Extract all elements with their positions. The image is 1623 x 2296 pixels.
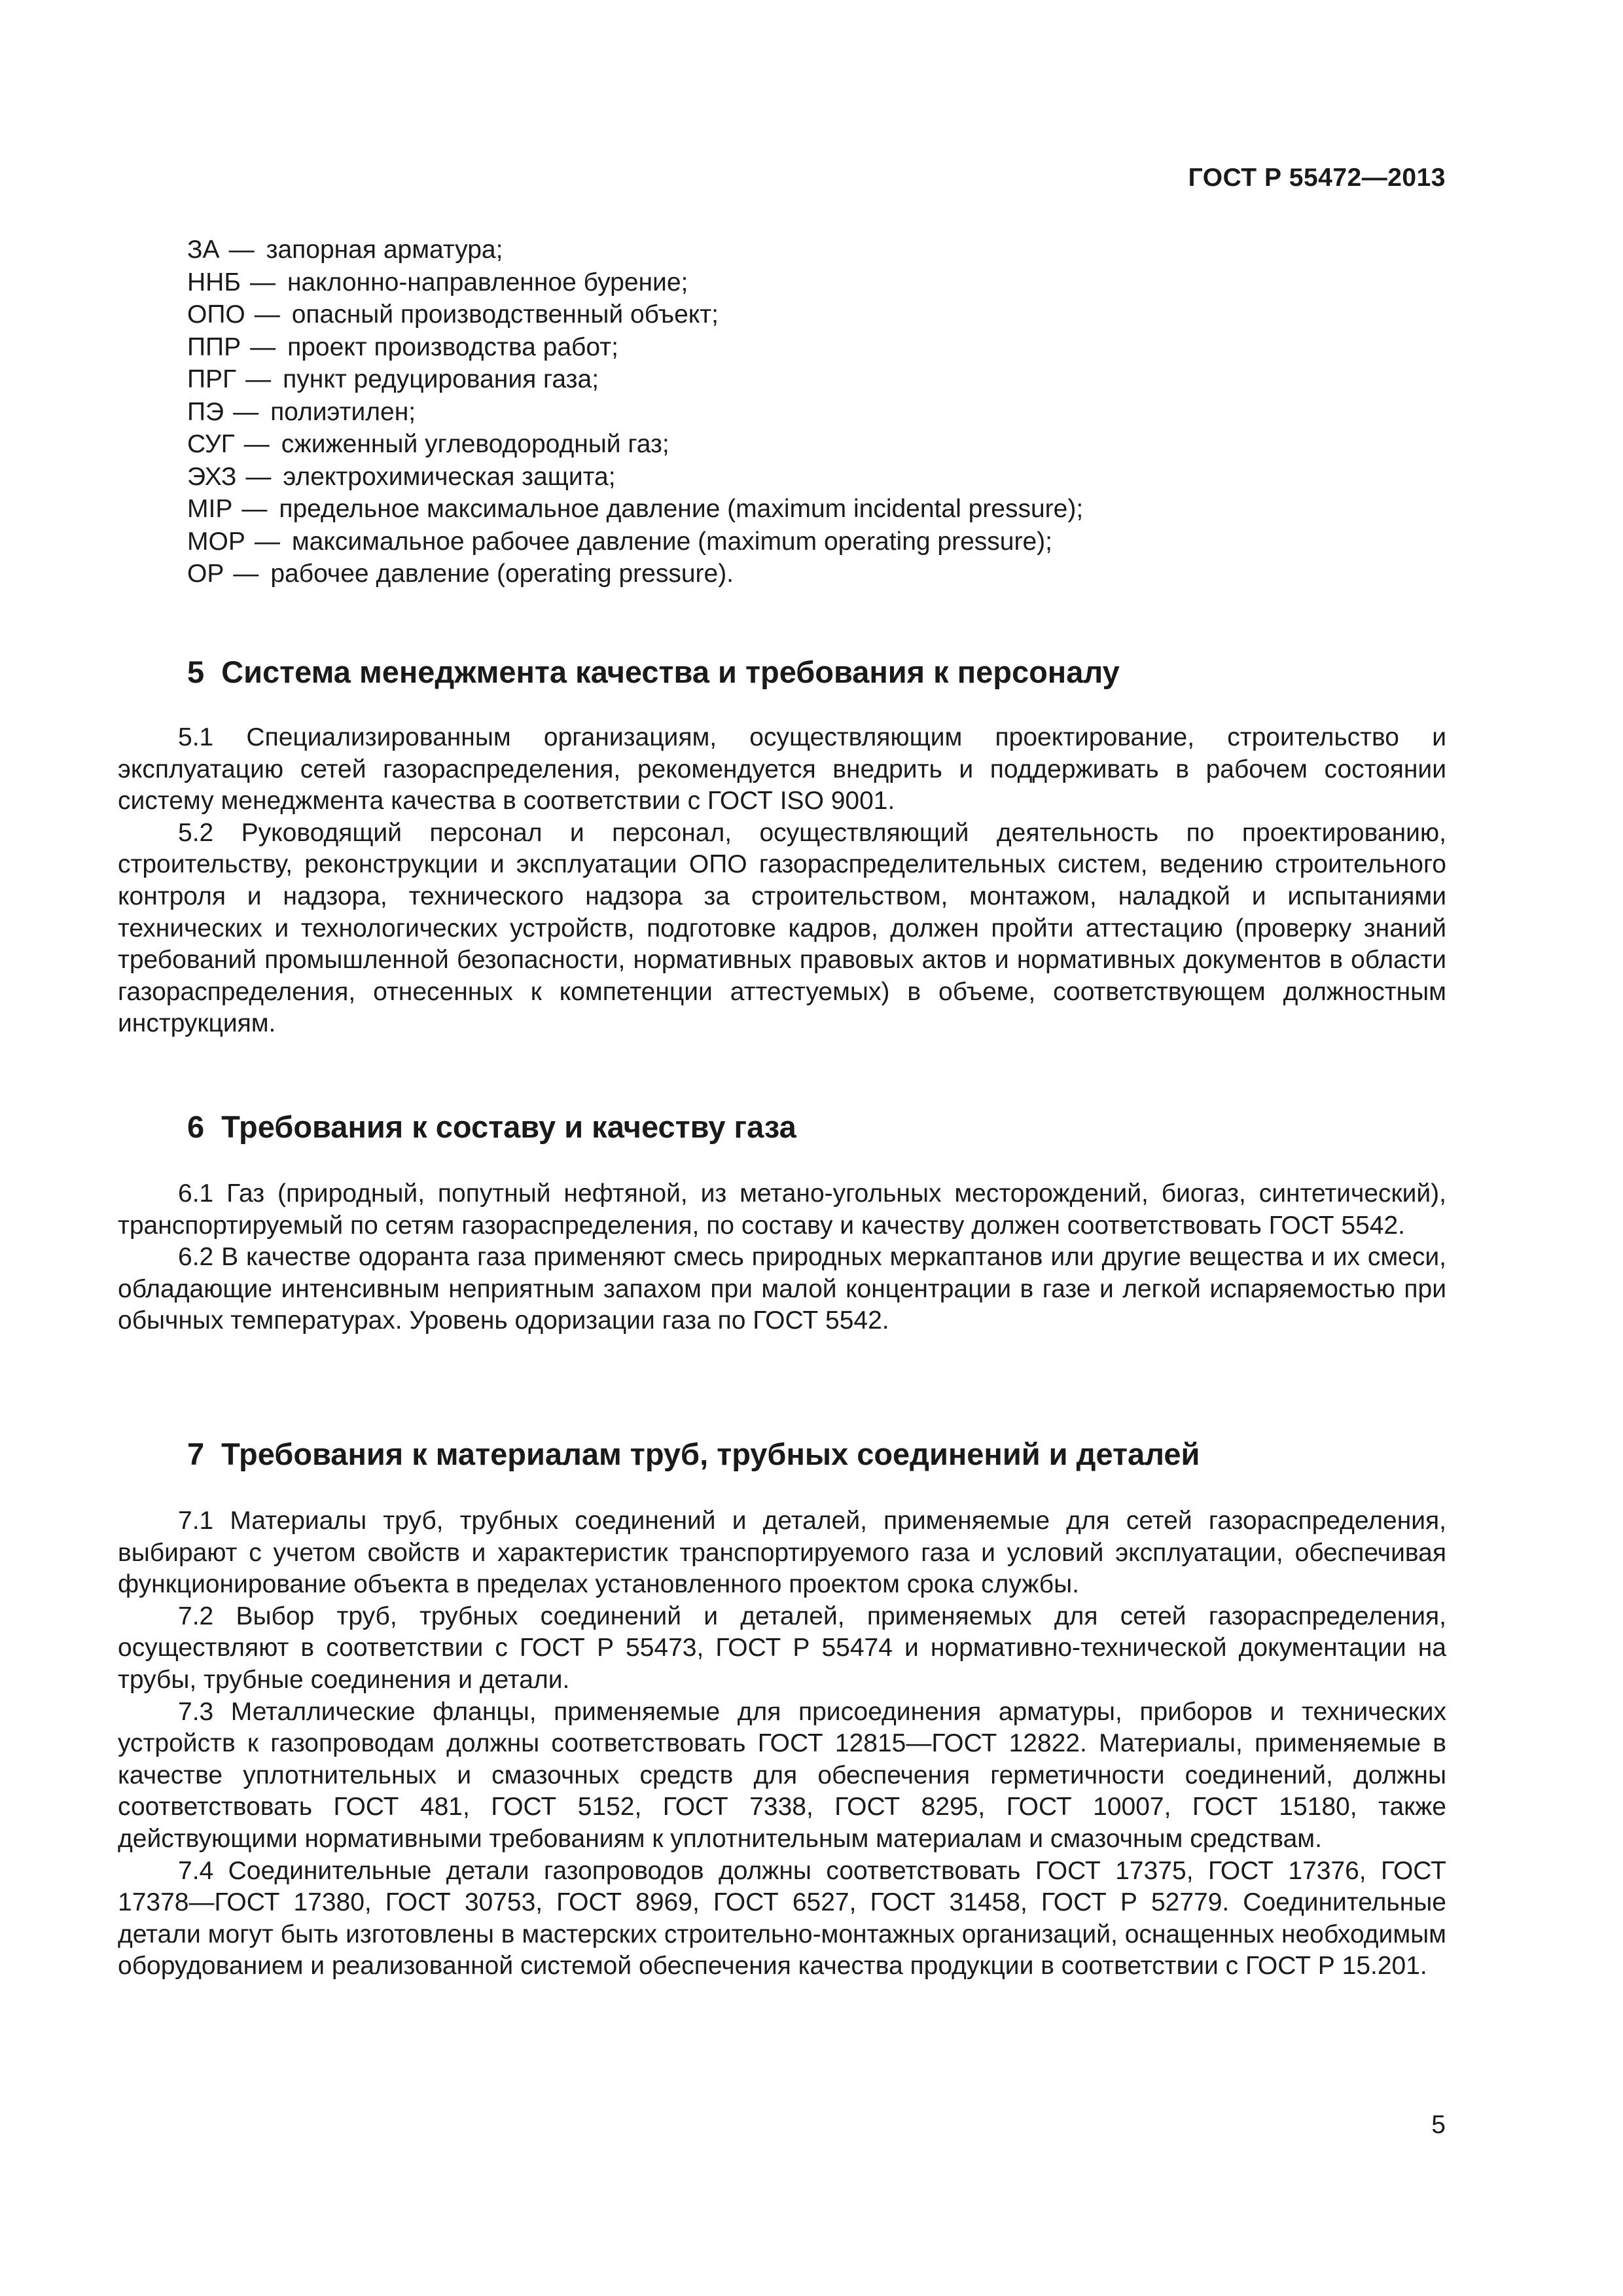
abbreviation-definition: предельное максимальное давление (maximum incidental pressure); [279, 495, 1084, 523]
paragraph: 6.1 Газ (природный, попутный нефтяной, из метано-угольных месторождений, биогаз, синтетический), транспортируемый по сетям газораспределения, по составу и качеству должен соответствовать ГОСТ 5542. [118, 1179, 1446, 1240]
abbreviation-definition: сжиженный углеводородный газ; [281, 430, 669, 458]
abbreviation-definition: проект производства работ; [287, 332, 618, 361]
abbreviation-term: MIP [187, 495, 233, 523]
abbreviation-item: OP — рабочее давление (operating pressure). [187, 558, 1431, 590]
section-title: Система менеджмента качества и требования к персоналу [221, 655, 1120, 689]
paragraph: 7.4 Соединительные детали газопроводов должны соответствовать ГОСТ 17375, ГОСТ 17376, ГОСТ 17378—ГОСТ 17380, ГОСТ 30753, ГОСТ 8969, ГОСТ 6527, ГОСТ 31458, ГОСТ Р 52779. Соединительные детали могут быть изготовлены в мастерских строительно-монтажных организаций, оснащенных необходимым оборудованием и реализованной системой обеспечения качества продукции в соответствии с ГОСТ Р 15.201. [118, 1856, 1446, 1981]
page-number: 5 [1431, 2111, 1446, 2139]
abbreviation-list [187, 234, 1431, 590]
abbreviation-term: OP [187, 560, 224, 588]
abbreviation-term: ЭХЗ [187, 462, 237, 491]
section-heading [118, 1107, 1516, 1147]
abbreviation-term: ЗА [187, 236, 220, 264]
paragraph: 7.2 Выбор труб, трубных соединений и деталей, применяемых для сетей газораспределения, осуществляют в соответствии с ГОСТ Р 55473, ГОСТ Р 55474 и нормативно-технической документации на трубы, трубные соединения и детали. [118, 1602, 1446, 1694]
section-number: 6 [187, 1109, 205, 1144]
abbreviation-item: СУГ — сжиженный углеводородный газ; [187, 428, 1431, 461]
abbreviation-term: ОПО [187, 300, 245, 329]
abbreviation-definition: опасный производственный объект; [291, 300, 719, 329]
abbreviation-item: MIP — предельное максимальное давление (maximum incidental pressure); [187, 493, 1431, 526]
section-heading [118, 653, 1516, 692]
abbreviation-definition: запорная арматура; [266, 236, 503, 264]
paragraph: 5.1 Специализированным организациям, осуществляющим проектирование, строительство и эксплуатацию сетей газораспределения, рекомендуется внедрить и поддерживать в рабочем состоянии систему менеджмента качества в соответствии с ГОСТ ISO 9001. [118, 723, 1446, 816]
abbreviation-term: ППР [187, 332, 241, 361]
section-title: Требования к материалам труб, трубных соединений и деталей [221, 1437, 1200, 1471]
abbreviation-term: MOP [187, 527, 245, 556]
paragraph: 6.2 В качестве одоранта газа применяют смесь природных меркаптанов или другие вещества и их смеси, обладающие интенсивным неприятным запахом при малой концентрации в газе и легкой испаряемостью при обычных температурах. Уровень одоризации газа по ГОСТ 5542. [118, 1243, 1446, 1335]
abbreviation-item: MOP — максимальное рабочее давление (maximum operating pressure); [187, 526, 1431, 558]
section-body [118, 722, 1446, 1040]
abbreviation-definition: электрохимическая защита; [283, 462, 616, 491]
section-number: 5 [187, 655, 205, 689]
abbreviation-item: ПРГ — пункт редуцирования газа; [187, 363, 1431, 396]
abbreviation-item: ОПО — опасный производственный объект; [187, 298, 1431, 331]
abbreviation-item: ПЭ — полиэтилен; [187, 396, 1431, 429]
abbreviation-term: ПЭ [187, 397, 224, 426]
paragraph: 7.1 Материалы труб, трубных соединений и деталей, применяемые для сетей газораспределения, выбирают с учетом свойств и характеристик транспортируемого газа и условий эксплуатации, обеспечивая функционирование объекта в пределах установленного проектом срока службы. [118, 1507, 1446, 1599]
section-number: 7 [187, 1437, 205, 1471]
abbreviation-definition: пункт редуцирования газа; [283, 365, 599, 393]
paragraph: 5.2 Руководящий персонал и персонал, осуществляющий деятельность по проектированию, строительству, реконструкции и эксплуатации ОПО газораспределительных систем, ведению строительного контроля и надзора, технического надзора за строительством, монтажом, наладкой и испытаниями технических и технологических устройств, подготовке кадров, должен пройти аттестацию (проверку знаний требований промышленной безопасности, нормативных правовых актов и нормативных документов в области газораспределения, отнесенных к компетенции аттестуемых) в объеме, соответствующем должностным инструкциям. [118, 818, 1446, 1038]
abbreviation-definition: наклонно-направленное бурение; [287, 268, 688, 296]
section-body [118, 1505, 1446, 1982]
section-heading [118, 1435, 1516, 1474]
paragraph: 7.3 Металлические фланцы, применяемые для присоединения арматуры, приборов и технических устройств к газопроводам должны соответствовать ГОСТ 12815—ГОСТ 12822. Материалы, применяемые в качестве уплотнительных и смазочных средств для обеспечения герметичности соединений, должны соответствовать ГОСТ 481, ГОСТ 5152, ГОСТ 7338, ГОСТ 8295, ГОСТ 10007, ГОСТ 15180, также действующими нормативными требованиям к уплотнительным материалам и смазочным средствам. [118, 1697, 1446, 1853]
abbreviation-definition: максимальное рабочее давление (maximum operating pressure); [291, 527, 1052, 556]
section-body [118, 1178, 1446, 1337]
abbreviation-term: СУГ [187, 430, 235, 458]
abbreviation-definition: полиэтилен; [270, 397, 416, 426]
abbreviation-definition: рабочее давление (operating pressure). [270, 560, 734, 588]
abbreviation-item: ННБ — наклонно-направленное бурение; [187, 266, 1431, 299]
abbreviation-term: ННБ [187, 268, 241, 296]
abbreviation-item: ППР — проект производства работ; [187, 331, 1431, 364]
document-code: ГОСТ Р 55472—2013 [1188, 164, 1446, 192]
abbreviation-item: ЭХЗ — электрохимическая защита; [187, 461, 1431, 493]
abbreviation-item: ЗА — запорная арматура; [187, 234, 1431, 266]
abbreviation-term: ПРГ [187, 365, 237, 393]
section-title: Требования к составу и качеству газа [221, 1109, 796, 1144]
